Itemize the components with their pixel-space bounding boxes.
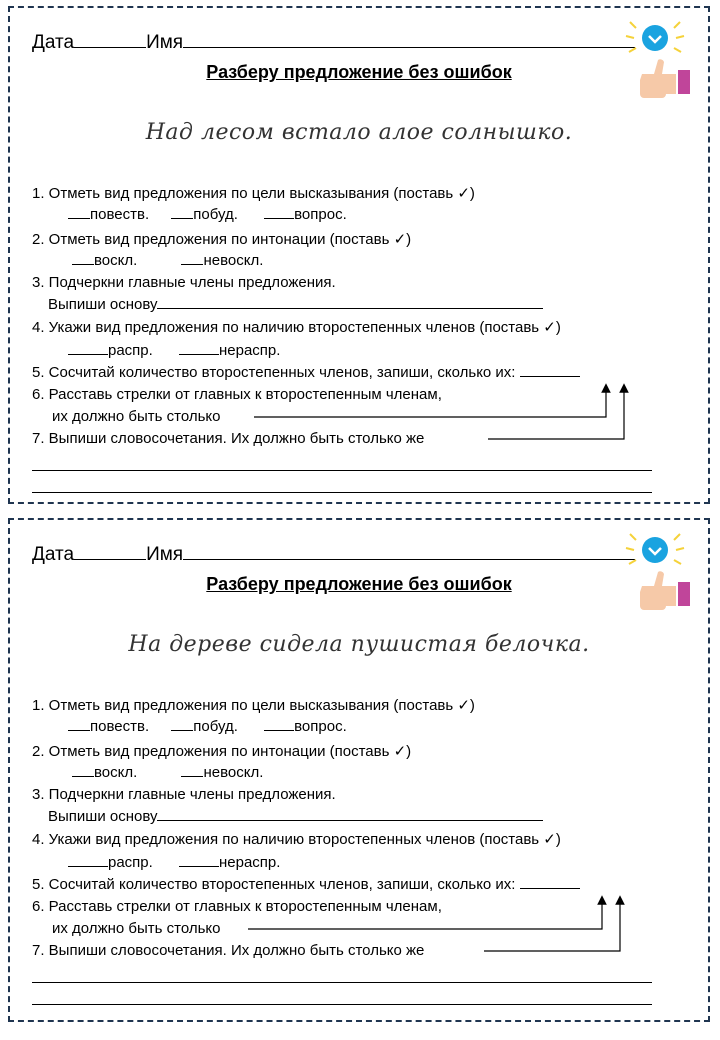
decoration xyxy=(624,18,694,98)
question-1: 1. Отметь вид предложения по цели высказывания (поставь ✓) xyxy=(32,185,475,202)
option-blank[interactable] xyxy=(264,729,294,731)
name-label: Имя xyxy=(146,544,184,565)
question-1-options xyxy=(68,718,347,735)
name-blank[interactable] xyxy=(183,46,635,48)
option-label: распр. xyxy=(108,854,153,871)
option-label: распр. xyxy=(108,342,153,359)
question-1: 1. Отметь вид предложения по цели высказывания (поставь ✓) xyxy=(32,697,475,714)
worksheet-card-1 xyxy=(8,6,710,504)
option-blank[interactable] xyxy=(264,217,294,219)
worksheet-title: Разберу предложение без ошибок xyxy=(206,574,512,594)
option-blank[interactable] xyxy=(171,729,193,731)
answer-line[interactable] xyxy=(32,470,652,471)
worksheet-card-2 xyxy=(8,518,710,1022)
answer-line[interactable] xyxy=(32,492,652,493)
base-blank[interactable] xyxy=(157,819,543,821)
option-label: нераспр. xyxy=(219,342,281,359)
header-row xyxy=(32,32,635,54)
question-4: 4. Укажи вид предложения по наличию второстепенных членов (поставь ✓) xyxy=(32,319,561,336)
option-blank[interactable] xyxy=(179,353,219,355)
option-label: побуд. xyxy=(193,718,238,735)
base-label: Выпиши основу xyxy=(48,808,158,825)
option-blank[interactable] xyxy=(72,263,94,265)
question-2-options xyxy=(72,252,263,269)
option-label: побуд. xyxy=(193,206,238,223)
option-label: невоскл. xyxy=(203,252,264,269)
count-blank[interactable] xyxy=(520,375,580,377)
question-4-options xyxy=(68,342,280,359)
question-3: 3. Подчеркни главные члены предложения. xyxy=(32,786,336,803)
chevron-badge-icon xyxy=(626,534,684,564)
option-blank[interactable] xyxy=(72,775,94,777)
question-2-options xyxy=(72,764,263,781)
chevron-badge-icon xyxy=(626,22,684,52)
option-label: повеств. xyxy=(90,718,150,735)
option-blank[interactable] xyxy=(181,263,203,265)
question-6: 6. Расставь стрелки от главных к второстепенным членам, xyxy=(32,386,442,403)
answer-line[interactable] xyxy=(32,982,652,983)
decoration xyxy=(624,530,694,610)
option-label: невоскл. xyxy=(203,764,264,781)
count-blank[interactable] xyxy=(520,887,580,889)
question-3-base xyxy=(48,296,543,313)
question-5: 5. Сосчитай количество второстепенных членов, запиши, сколько их: xyxy=(32,876,580,893)
option-blank[interactable] xyxy=(181,775,203,777)
question-7: 7. Выпиши словосочетания. Их должно быть столько же xyxy=(32,942,425,959)
date-label: Дата xyxy=(32,544,75,565)
handwritten-sentence: Над лесом встало алое солнышко. xyxy=(145,120,573,145)
name-blank[interactable] xyxy=(183,558,635,560)
option-blank[interactable] xyxy=(171,217,193,219)
option-blank[interactable] xyxy=(179,865,219,867)
base-label: Выпиши основу xyxy=(48,296,158,313)
question-3: 3. Подчеркни главные члены предложения. xyxy=(32,274,336,291)
question-6b: их должно быть столько xyxy=(52,920,221,937)
date-label: Дата xyxy=(32,32,75,53)
header-row xyxy=(32,544,635,566)
option-label: нераспр. xyxy=(219,854,281,871)
option-label: вопрос. xyxy=(294,718,347,735)
date-blank[interactable] xyxy=(74,558,146,560)
option-blank[interactable] xyxy=(68,353,108,355)
question-6: 6. Расставь стрелки от главных к второстепенным членам, xyxy=(32,898,442,915)
question-2: 2. Отметь вид предложения по интонации (поставь ✓) xyxy=(32,231,412,248)
option-label: вопрос. xyxy=(294,206,347,223)
option-blank[interactable] xyxy=(68,865,108,867)
question-5: 5. Сосчитай количество второстепенных членов, запиши, сколько их: xyxy=(32,364,580,381)
option-label: воскл. xyxy=(94,764,138,781)
option-label: воскл. xyxy=(94,252,138,269)
question-4: 4. Укажи вид предложения по наличию второстепенных членов (поставь ✓) xyxy=(32,831,561,848)
option-blank[interactable] xyxy=(68,217,90,219)
option-label: повеств. xyxy=(90,206,150,223)
question-3-base xyxy=(48,808,543,825)
answer-line[interactable] xyxy=(32,1004,652,1005)
handwritten-sentence: На дереве сидела пушистая белочка. xyxy=(128,632,590,657)
question-7: 7. Выпиши словосочетания. Их должно быть столько же xyxy=(32,430,425,447)
question-2: 2. Отметь вид предложения по интонации (поставь ✓) xyxy=(32,743,412,760)
name-label: Имя xyxy=(146,32,184,53)
date-blank[interactable] xyxy=(74,46,146,48)
question-1-options xyxy=(68,206,347,223)
question-4-options xyxy=(68,854,280,871)
worksheet-title: Разберу предложение без ошибок xyxy=(206,62,512,82)
base-blank[interactable] xyxy=(157,307,543,309)
question-6b: их должно быть столько xyxy=(52,408,221,425)
option-blank[interactable] xyxy=(68,729,90,731)
